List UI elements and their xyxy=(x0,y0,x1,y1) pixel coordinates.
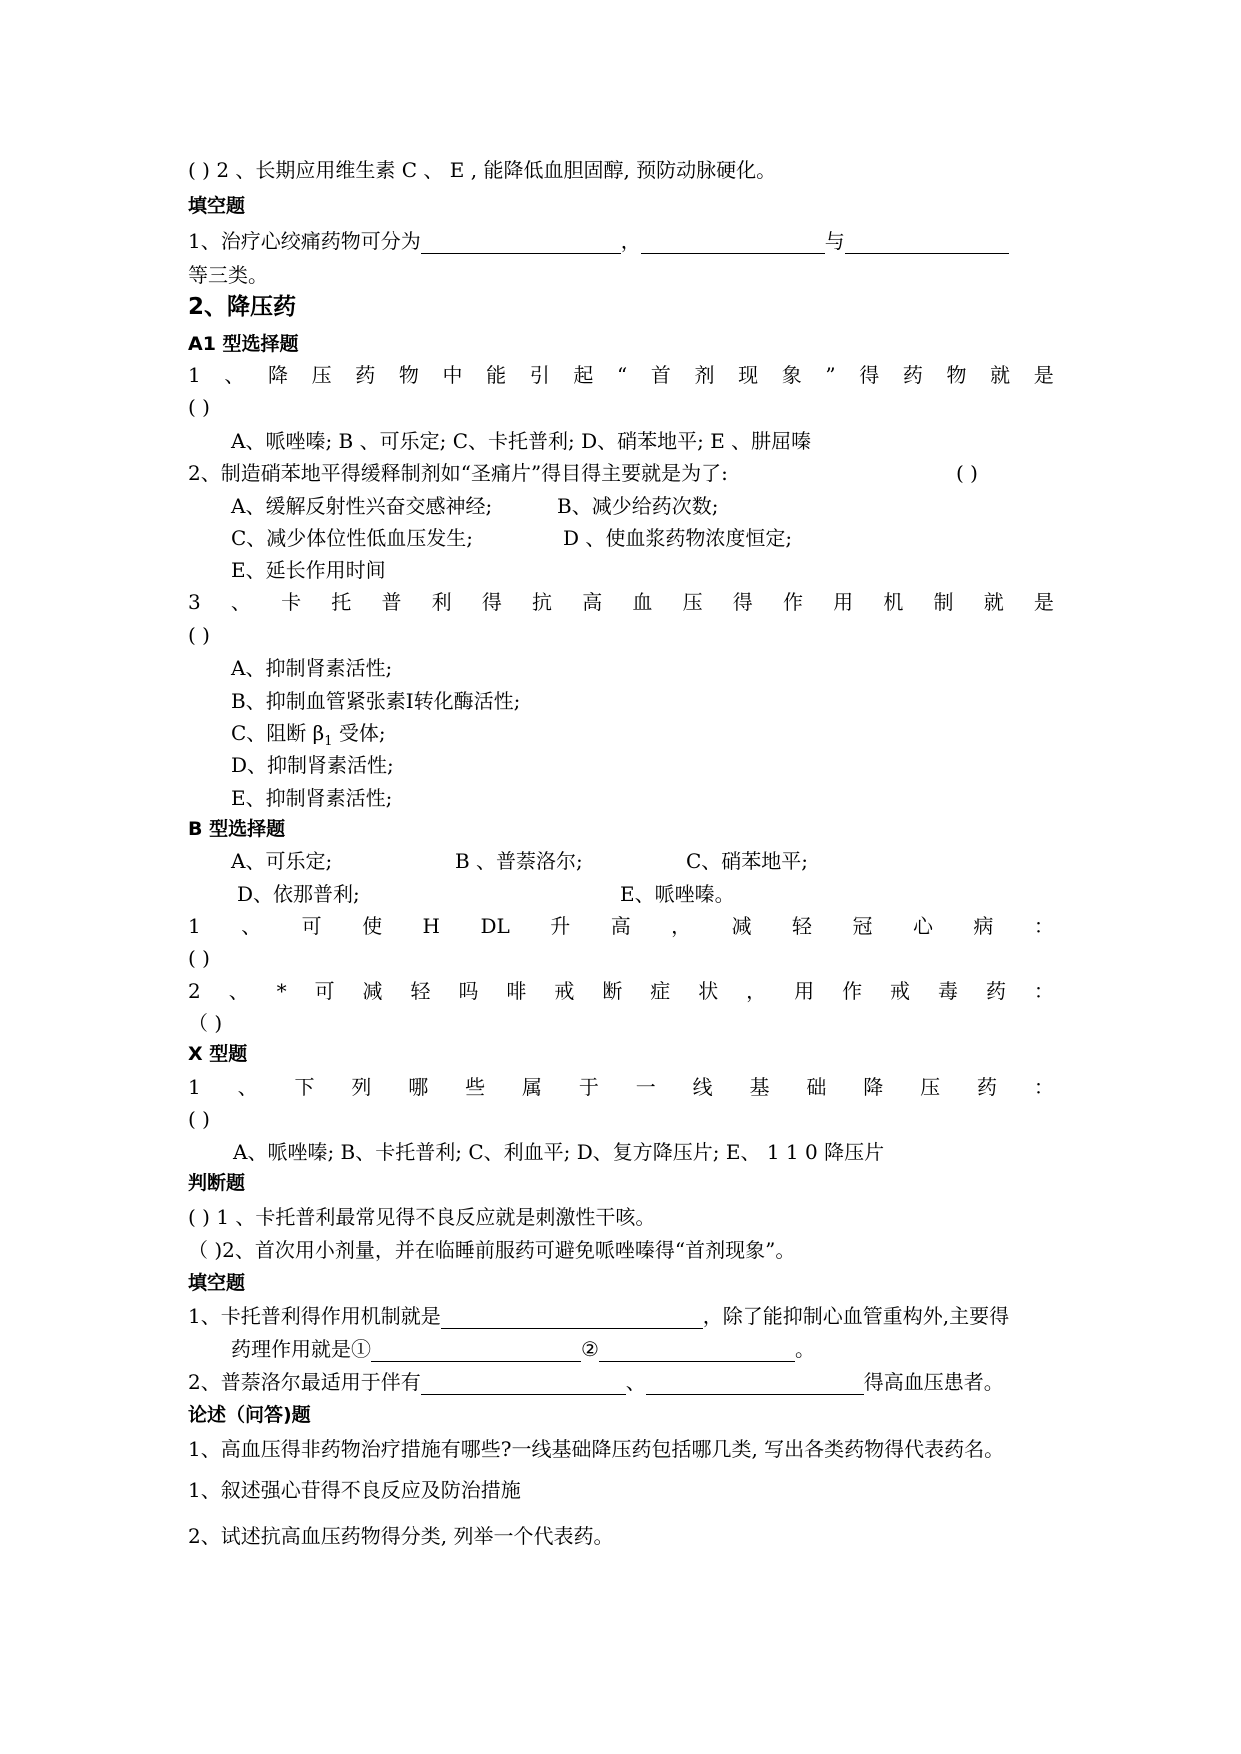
question-char: 利 xyxy=(431,590,452,614)
question-char: 抗 xyxy=(532,590,553,614)
answer-blank[interactable] xyxy=(599,1341,795,1362)
essay-question-3: 2、试述抗高血压药物得分类, 列举一个代表药。 xyxy=(188,1524,614,1548)
b-option-d: D、依那普利; xyxy=(237,882,360,906)
answer-blank[interactable] xyxy=(441,1308,703,1329)
question-char: 列 xyxy=(351,1075,372,1099)
question-char: 属 xyxy=(521,1075,542,1099)
question-char: 就 xyxy=(990,363,1011,387)
answer-paren[interactable]: ( ) xyxy=(188,1107,210,1131)
question-char: * xyxy=(276,979,287,1003)
question-char: 作 xyxy=(842,979,863,1003)
question-char: 血 xyxy=(632,590,653,614)
question-char: 压 xyxy=(682,590,703,614)
question-char: 降 xyxy=(267,363,288,387)
a1-q3-option-d: D、抑制肾素活性; xyxy=(231,753,394,777)
question-char: 机 xyxy=(883,590,904,614)
essay-question-1: 1、高血压得非药物治疗措施有哪些?一线基础降压药包括哪几类, 写出各类药物得代表药名。 xyxy=(188,1437,1005,1461)
question-char: 现 xyxy=(738,363,759,387)
question-char: 引 xyxy=(529,363,550,387)
question-char: 基 xyxy=(749,1075,770,1099)
question-char: 1 xyxy=(188,1075,201,1099)
a1-q2-option-d: D 、使血浆药物浓度恒定; xyxy=(563,526,793,550)
question-char: ” xyxy=(825,363,836,387)
question-char: H xyxy=(422,914,440,938)
fill-question-1-line2: 药理作用就是① ② 。 xyxy=(231,1337,815,1361)
question-char: 物 xyxy=(946,363,967,387)
x-q1-options: A、哌唑嗪; B、卡托普利; C、利血平; D、复方降压片; E、 1 1 0 降压片 xyxy=(233,1140,885,1164)
answer-blank[interactable] xyxy=(646,1374,864,1395)
question-char: 、 xyxy=(228,979,249,1003)
question-char: 下 xyxy=(294,1075,315,1099)
a1-q3-option-b: B、抑制血管紧张素Ⅰ转化酶活性; xyxy=(231,689,521,713)
question-char: 哪 xyxy=(408,1075,429,1099)
question-char: 中 xyxy=(442,363,463,387)
question-char: 戒 xyxy=(554,979,575,1003)
question-char: 症 xyxy=(650,979,671,1003)
fill-question-2: 2、普萘洛尔最适用于伴有 、 得高血压患者。 xyxy=(188,1370,1004,1394)
a1-q2-option-c: C、减少体位性低血压发生; xyxy=(231,526,474,550)
question-char: 使 xyxy=(362,914,383,938)
question-char: 用 xyxy=(794,979,815,1003)
question-char: 能 xyxy=(486,363,507,387)
answer-blank[interactable] xyxy=(371,1341,581,1362)
question-char: 病 xyxy=(973,914,994,938)
question-char: 些 xyxy=(465,1075,486,1099)
fill-question-1: 1、卡托普利得作用机制就是 ，除了能抑制心血管重构外,主要得 xyxy=(188,1304,1010,1328)
question-char: 减 xyxy=(362,979,383,1003)
fill-item-1-end: 等三类。 xyxy=(188,263,268,287)
question-char: 戒 xyxy=(890,979,911,1003)
question-char: 得 xyxy=(859,363,880,387)
a1-q3-option-c: C、阻断 $\beta_1$ 受体; xyxy=(231,721,386,749)
question-char: “ xyxy=(616,363,628,387)
question-char: 压 xyxy=(920,1075,941,1099)
judge-item-1: ( ) 1 、卡托普利最常见得不良反应就是刺激性干咳。 xyxy=(188,1205,656,1229)
answer-paren[interactable]: ( ) xyxy=(188,623,210,647)
a1-question-1 xyxy=(188,362,1054,388)
question-char: 轻 xyxy=(410,979,431,1003)
question-char: 药 xyxy=(985,979,1006,1003)
b-option-b: B 、普萘洛尔; xyxy=(455,849,583,873)
question-char: 2 xyxy=(188,979,201,1003)
judge-heading: 判断题 xyxy=(188,1172,246,1194)
a1-q2-option-e: E、延长作用时间 xyxy=(231,558,386,582)
x-heading: X 型题 xyxy=(188,1043,248,1065)
fill-heading: 填空题 xyxy=(188,195,246,217)
answer-paren[interactable]: ( ) xyxy=(188,946,210,970)
question-char: 卡 xyxy=(281,590,302,614)
question-char: 升 xyxy=(550,914,571,938)
question-char: 药 xyxy=(976,1075,997,1099)
b-heading: B 型选择题 xyxy=(188,818,286,840)
x-question-1 xyxy=(188,1074,1054,1100)
question-char: 首 xyxy=(650,363,671,387)
question-char: 得 xyxy=(732,590,753,614)
fill-item-1-prefix: 1、治疗心绞痛药物可分为 xyxy=(188,229,421,253)
answer-blank[interactable] xyxy=(641,233,825,254)
question-char: 压 xyxy=(311,363,332,387)
answer-blank[interactable] xyxy=(845,233,1009,254)
question-char: 是 xyxy=(1033,590,1054,614)
question-char: 啡 xyxy=(506,979,527,1003)
answer-paren[interactable]: ( ) xyxy=(188,395,210,419)
b-option-e: E、哌唑嗪。 xyxy=(620,882,735,906)
fill-heading-2: 填空题 xyxy=(188,1272,246,1294)
a1-q2-option-b: B、减少给药次数; xyxy=(557,494,719,518)
question-char: ， xyxy=(671,914,692,938)
question-char: 是 xyxy=(1033,363,1054,387)
question-char: 、 xyxy=(224,363,245,387)
question-char: 础 xyxy=(806,1075,827,1099)
question-char: 一 xyxy=(635,1075,656,1099)
question-char: ： xyxy=(1033,979,1054,1003)
question-char: 轻 xyxy=(792,914,813,938)
b-question-2 xyxy=(188,978,1054,1004)
question-char: 象 xyxy=(781,363,802,387)
fill-item-1 xyxy=(188,228,1009,254)
question-char: ， xyxy=(746,979,767,1003)
judge-item-2b: （ )2、首次用小剂量，并在临睡前服药可避免哌唑嗪得“首剂现象”。 xyxy=(188,1238,796,1262)
question-char: ： xyxy=(1033,914,1054,938)
question-char: 高 xyxy=(582,590,603,614)
question-char: 3 xyxy=(188,590,201,614)
a1-heading: A1 型选择题 xyxy=(188,333,299,355)
question-char: 、 xyxy=(237,1075,258,1099)
a1-question-3 xyxy=(188,589,1054,615)
question-char: 作 xyxy=(782,590,803,614)
question-char: 药 xyxy=(902,363,923,387)
a1-q3-option-a: A、抑制肾素活性; xyxy=(231,656,393,680)
question-char: 毒 xyxy=(937,979,958,1003)
question-char: 、 xyxy=(230,590,251,614)
question-char: 制 xyxy=(933,590,954,614)
question-char: 托 xyxy=(331,590,352,614)
judge-item-2: ( ) 2 、长期应用维生素 C 、 E , 能降低血胆固醇, 预防动脉硬化。 xyxy=(188,158,777,182)
question-char: 物 xyxy=(398,363,419,387)
a1-q3-option-e: E、抑制肾素活性; xyxy=(231,786,393,810)
question-char: 就 xyxy=(983,590,1004,614)
question-char: 1 xyxy=(188,914,201,938)
a1-q2-option-a: A、缓解反射性兴奋交感神经; xyxy=(231,494,493,518)
b-option-a: A、可乐定; xyxy=(231,849,333,873)
question-char: 普 xyxy=(381,590,402,614)
question-char: 可 xyxy=(301,914,322,938)
question-char: 心 xyxy=(912,914,933,938)
b-option-c: C、硝苯地平; xyxy=(686,849,809,873)
answer-paren[interactable]: ( ) xyxy=(956,461,978,485)
question-char: ： xyxy=(1033,1075,1054,1099)
question-char: 1 xyxy=(188,363,201,387)
separator: ， xyxy=(620,229,641,253)
question-char: 剂 xyxy=(694,363,715,387)
question-char: 药 xyxy=(355,363,376,387)
answer-blank[interactable] xyxy=(421,233,621,254)
answer-blank[interactable] xyxy=(421,1374,626,1395)
question-char: 可 xyxy=(314,979,335,1003)
a1-question-2: 2、制造硝苯地平得缓释制剂如“圣痛片”得目得主要就是为了: xyxy=(188,461,728,485)
question-char: 冠 xyxy=(852,914,873,938)
question-char: 得 xyxy=(481,590,502,614)
question-char: 起 xyxy=(573,363,594,387)
question-char: 状 xyxy=(698,979,719,1003)
b-question-1 xyxy=(188,913,1054,939)
question-char: 于 xyxy=(578,1075,599,1099)
essay-heading: 论述（问答)题 xyxy=(188,1404,311,1426)
question-char: 高 xyxy=(610,914,631,938)
a1-q1-options: A、哌唑嗪; B 、可乐定; C、卡托普利; D、硝苯地平; E 、肼屈嗪 xyxy=(231,429,812,453)
answer-paren[interactable]: （ ) xyxy=(188,1011,223,1035)
question-char: 减 xyxy=(731,914,752,938)
question-char: 吗 xyxy=(458,979,479,1003)
essay-question-2: 1、叙述强心苷得不良反应及防治措施 xyxy=(188,1478,521,1502)
section-title: 2、降压药 xyxy=(188,294,297,320)
question-char: 降 xyxy=(863,1075,884,1099)
question-char: DL xyxy=(480,914,510,938)
conjunction: 与 xyxy=(824,229,845,253)
question-char: 线 xyxy=(692,1075,713,1099)
question-char: 用 xyxy=(833,590,854,614)
question-char: 断 xyxy=(602,979,623,1003)
question-char: 、 xyxy=(241,914,262,938)
